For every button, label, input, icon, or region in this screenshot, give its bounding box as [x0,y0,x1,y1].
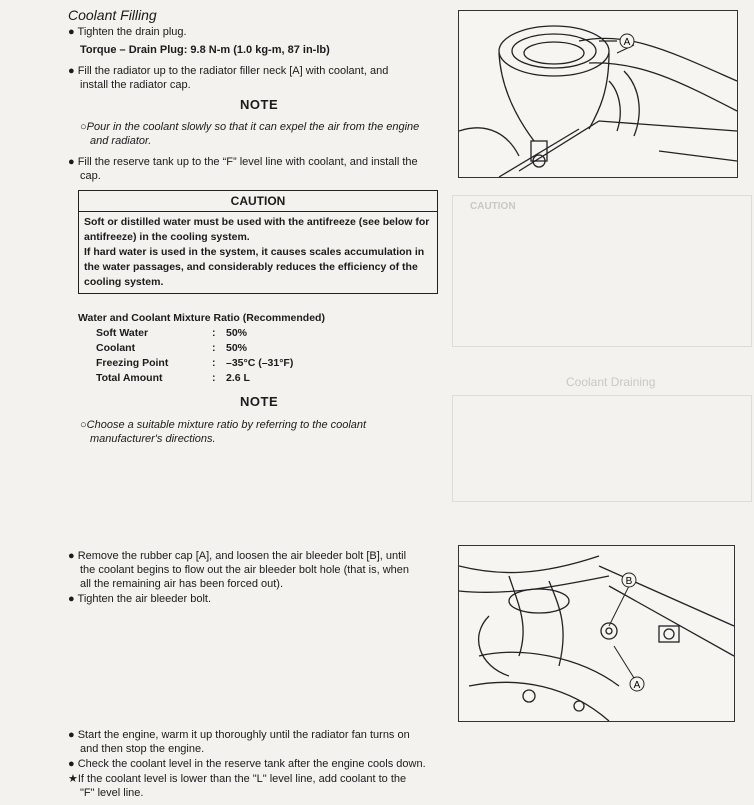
note-2: ○Choose a suitable mixture ratio by referring to the coolant [80,419,367,431]
step-fill-reserve-cont: cap. [80,170,101,182]
mixture-row-sep: : [212,372,216,384]
step-text: Remove the rubber cap [A], and loosen the air bleeder bolt [B], until [77,550,407,562]
step-text: Start the engine, warm it up thoroughly until the radiator fan turns on [77,729,410,741]
caution-body [79,212,437,293]
step-remove-cap: ● Remove the rubber cap [A], and loosen the air bleeder bolt [B], until [68,550,407,562]
step-tighten-bleeder: ● Tighten the air bleeder bolt. [68,593,212,605]
mixture-row-value: –35°C (–31°F) [226,357,294,369]
caution-heading: CAUTION [79,191,437,212]
note-heading-1: NOTE [240,97,279,112]
caution-line: cooling system. [84,276,164,288]
step-add-coolant: ★If the coolant level is lower than the "L" level line, add coolant to the [68,773,407,785]
step-fill-radiator: ● Fill the radiator up to the radiator filler neck [A] with coolant, and [68,65,389,77]
callout-a-label: A [633,680,641,691]
air-bleeder-drawing [459,546,734,721]
figure-air-bleeder [458,545,735,722]
step-start-engine: ● Start the engine, warm it up thoroughly until the radiator fan turns on [68,729,410,741]
step-remove-cap-cont2: all the remaining air has been forced out). [80,578,284,590]
mixture-row-value: 50% [226,342,248,354]
caution-box [78,190,438,294]
step-remove-cap-cont: the coolant begins to flow out the air bleeder bolt hole (that is, when [80,564,409,576]
note-text: Choose a suitable mixture ratio by referring to the coolant [86,419,367,431]
note-1-cont: and radiator. [90,135,152,147]
radiator-neck-drawing [459,11,737,177]
mixture-row-value: 2.6 L [226,372,250,384]
mixture-row-label: Coolant [96,342,136,354]
caution-line: antifreeze) in the cooling system. [84,231,250,243]
step-text: Tighten the drain plug. [77,26,187,38]
ghost-heading-2: Coolant Draining [566,375,656,389]
mixture-row-label: Total Amount [96,372,163,384]
ghost-caution: CAUTION [470,201,516,212]
step-start-engine-cont: and then stop the engine. [80,743,205,755]
note-text: Pour in the coolant slowly so that it can expel the air from the engine [86,121,420,133]
step-text: Fill the radiator up to the radiator filler neck [A] with coolant, and [77,65,389,77]
step-text: Fill the reserve tank up to the “F” level line with coolant, and install the [77,156,418,168]
mixture-row-value: 50% [226,327,248,339]
step-fill-reserve: ● Fill the reserve tank up to the “F” level line with coolant, and install the [68,156,418,168]
ghost-box-2 [452,395,752,502]
mixture-row-sep: : [212,342,216,354]
step-text: If the coolant level is lower than the "L" level line, add coolant to the [77,773,407,785]
torque-spec: Torque – Drain Plug: 9.8 N-m (1.0 kg-m, 87 in-lb) [80,44,330,56]
note-2-cont: manufacturer's directions. [90,433,216,445]
note-heading-2: NOTE [240,394,279,409]
callout-b-label: B [625,576,633,587]
step-text: Check the coolant level in the reserve tank after the engine cools down. [77,758,426,770]
note-1: ○Pour in the coolant slowly so that it can expel the air from the engine [80,121,420,133]
section-title: Coolant Filling [68,7,157,23]
caution-line: the water passages, and considerably reduces the efficiency of the [84,261,418,273]
figure-radiator-filler-neck [458,10,738,178]
mixture-row-sep: : [212,327,216,339]
mixture-row-sep: : [212,357,216,369]
step-text: Tighten the air bleeder bolt. [77,593,212,605]
ghost-box-1 [452,195,752,347]
caution-line: Soft or distilled water must be used with the antifreeze (see below for [84,216,430,228]
caution-line: If hard water is used in the system, it causes scales accumulation in [84,246,425,258]
mixture-row-label: Freezing Point [96,357,169,369]
step-tighten-drain: ● Tighten the drain plug. [68,26,187,38]
step-fill-radiator-cont: install the radiator cap. [80,79,191,91]
callout-a-label: A [623,37,631,48]
step-add-coolant-cont: "F" level line. [80,787,144,799]
step-check-level: ● Check the coolant level in the reserve tank after the engine cools down. [68,758,426,770]
mixture-title: Water and Coolant Mixture Ratio (Recommended) [78,312,325,324]
mixture-row-label: Soft Water [96,327,149,339]
